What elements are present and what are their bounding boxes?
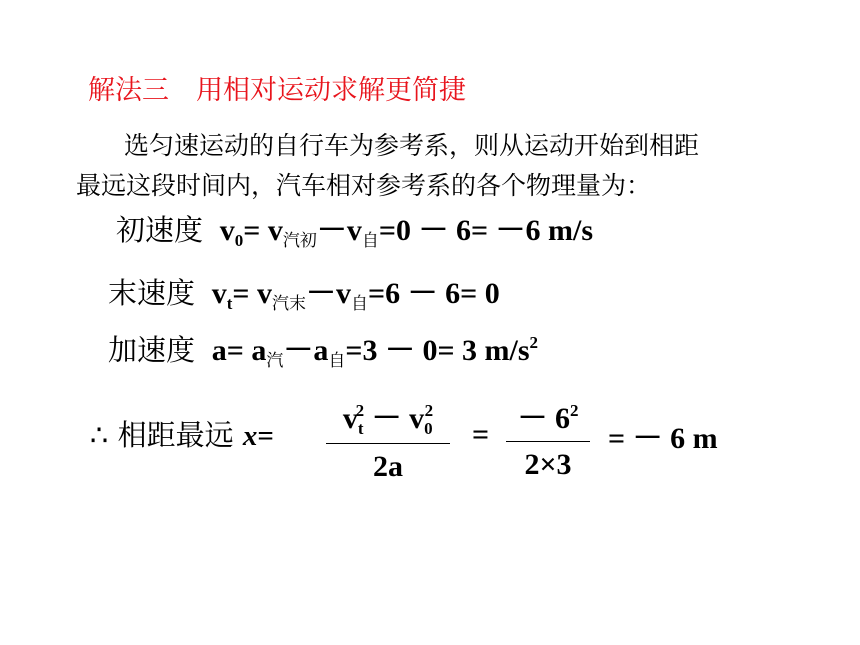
conclusion-label: 相距最远: [117, 418, 234, 452]
a-symbol: a: [211, 334, 227, 367]
fraction-formula-numerator: $v_t^2 - v_0^2$: [326, 393, 450, 444]
fraction-values-numerator: － $6^2$: [506, 393, 590, 442]
v-bike-symbol: －v: [306, 277, 352, 310]
acceleration-equation: [108, 325, 538, 371]
vt-subscript: t: [226, 294, 233, 313]
final-velocity-equation: [108, 268, 500, 314]
initial-velocity-label: 初速度: [116, 213, 204, 247]
therefore-symbol: ∴: [90, 418, 109, 452]
explanation-paragraph: [76, 126, 796, 206]
v0-symbol: v: [219, 214, 235, 247]
fraction-formula: [326, 393, 450, 484]
fraction-formula-denominator: 2a: [373, 450, 403, 483]
car-subscript: 汽: [266, 351, 284, 371]
v-bike-symbol: －v: [316, 214, 362, 247]
final-result: = － 6 m: [608, 422, 718, 455]
paragraph-line-1: 选匀速运动的自行车为参考系，则从运动开始到相距: [124, 131, 700, 160]
v-car-final-symbol: = v: [232, 277, 273, 310]
solution-title: 解法三 用相对运动求解更简捷: [88, 75, 466, 106]
v-car-symbol: = v: [243, 214, 283, 247]
conclusion-lead: [90, 413, 274, 454]
final-velocity-label: 末速度: [108, 276, 196, 310]
a-car-symbol: = a: [226, 334, 267, 367]
fraction-values: [506, 393, 590, 482]
acceleration-unit-exponent: 2: [529, 333, 539, 352]
bike-subscript: 自: [328, 351, 346, 371]
initial-velocity-result: =0 － 6= －6 m/s: [378, 214, 594, 247]
final-velocity-result: =6 － 6= 0: [368, 277, 500, 310]
car-final-subscript: 汽末: [272, 294, 307, 314]
x-variable: x: [242, 420, 258, 452]
acceleration-result: =3 － 0= 3 m/s: [345, 334, 530, 367]
fraction-values-denominator: 2×3: [524, 448, 572, 481]
vt-symbol: v: [211, 277, 227, 310]
bike-subscript: 自: [351, 294, 369, 314]
v0-subscript: 0: [234, 231, 244, 250]
equals-sign: =: [257, 420, 274, 452]
a-bike-symbol: －a: [283, 334, 329, 367]
car-initial-subscript: 汽初: [282, 231, 317, 251]
bike-subscript: 自: [361, 231, 379, 251]
paragraph-line-2: 最远这段时间内，汽车相对参考系的各个物理量为：: [76, 171, 652, 200]
acceleration-label: 加速度: [108, 333, 196, 367]
initial-velocity-equation: [116, 205, 593, 251]
equals-sign-2: =: [472, 418, 490, 451]
